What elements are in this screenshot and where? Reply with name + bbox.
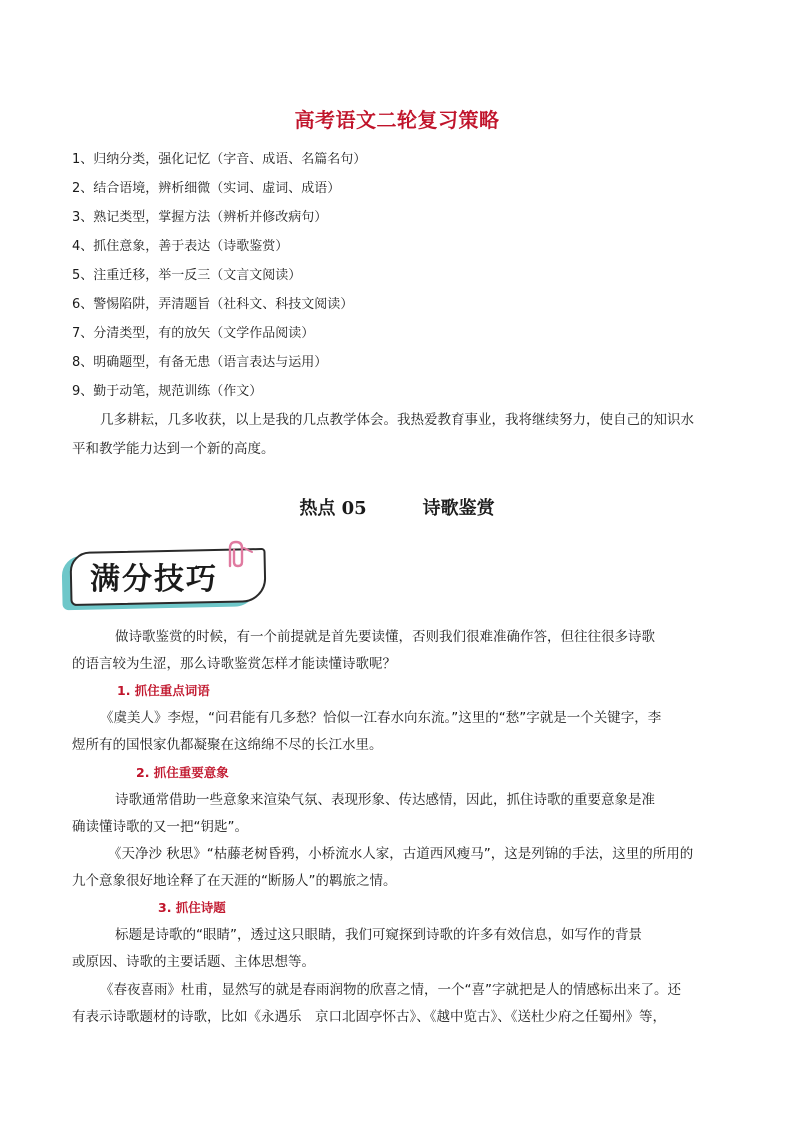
strategy-item-7: 7、分清类型，有的放矢（文学作品阅读） bbox=[72, 326, 315, 341]
section-2-line-3: 《天净沙 秋思》“枯藤老树昏鸦，小桥流水人家，古道西风瘦马”，这是列锦的手法，这里的所用的 bbox=[108, 846, 694, 862]
strategy-item-2: 2、结合语境，辨析细微（实词、虚词、成语） bbox=[72, 181, 341, 196]
section-3-line-1: 标题是诗歌的“眼睛”，透过这只眼睛，我们可窥探到诗歌的许多有效信息，如写作的背景 bbox=[115, 927, 642, 943]
strategy-item-6: 6、警惕陷阱，弄清题旨（社科文、科技文阅读） bbox=[72, 297, 354, 312]
section-2-line-2: 确读懂诗歌的又一把“钥匙”。 bbox=[72, 819, 248, 835]
page-title: 高考语文二轮复习策略 bbox=[294, 108, 500, 132]
section-2-heading: 2. 抓住重要意象 bbox=[136, 765, 229, 780]
section-3-heading: 3. 抓住诗题 bbox=[158, 900, 226, 915]
full-marks-badge bbox=[62, 540, 272, 606]
hotspot-heading bbox=[0, 494, 794, 520]
paperclip-icon bbox=[224, 540, 256, 570]
section-2-line-1: 诗歌通常借助一些意象来渲染气氛、表现形象、传达感情，因此，抓住诗歌的重要意象是准 bbox=[115, 792, 655, 808]
section-1-heading: 1. 抓住重点词语 bbox=[117, 683, 210, 698]
section-3-line-4: 有表示诗歌题材的诗歌，比如《永遇乐 京口北固亭怀古》、《越中览古》、《送杜少府之任蜀州》等， bbox=[72, 1009, 666, 1025]
section-2-line-4: 九个意象很好地诠释了在天涯的“断肠人”的羁旅之情。 bbox=[72, 873, 397, 889]
hotspot-topic: 诗歌鉴赏 bbox=[422, 498, 495, 519]
strategy-item-3: 3、熟记类型，掌握方法（辨析并修改病句） bbox=[72, 210, 328, 225]
strategy-item-5: 5、注重迁移，举一反三（文言文阅读） bbox=[72, 268, 302, 283]
closing-line-1: 几多耕耘，几多收获，以上是我的几点教学体会。我热爱教育事业，我将继续努力，使自己的知识水 bbox=[100, 412, 694, 428]
strategy-item-9: 9、勤于动笔，规范训练（作文） bbox=[72, 384, 263, 399]
intro-line-1: 做诗歌鉴赏的时候，有一个前提就是首先要读懂，否则我们很难准确作答，但往往很多诗歌 bbox=[115, 629, 655, 645]
strategy-item-4: 4、抓住意象，善于表达（诗歌鉴赏） bbox=[72, 239, 289, 254]
intro-line-2: 的语言较为生涩，那么诗歌鉴赏怎样才能读懂诗歌呢？ bbox=[72, 656, 396, 672]
hotspot-number: 热点 05 bbox=[299, 498, 367, 519]
section-1-line-1: 《虞美人》李煜，“问君能有几多愁？恰似一江春水向东流。”这里的“愁”字就是一个关键字，李 bbox=[100, 710, 662, 726]
section-1-line-2: 煜所有的国恨家仇都凝聚在这绵绵不尽的长江水里。 bbox=[72, 737, 383, 753]
strategy-item-1: 1、归纳分类，强化记忆（字音、成语、名篇名句） bbox=[72, 152, 367, 167]
section-3-line-2: 或原因、诗歌的主要话题、主体思想等。 bbox=[72, 954, 315, 970]
strategy-item-8: 8、明确题型，有备无患（语言表达与运用） bbox=[72, 355, 328, 370]
badge-label: 满分技巧 bbox=[90, 562, 218, 597]
closing-line-2: 平和教学能力达到一个新的高度。 bbox=[72, 441, 275, 457]
section-3-line-3: 《春夜喜雨》杜甫，显然写的就是春雨润物的欣喜之情，一个“喜”字就把是人的情感标出来了。还 bbox=[100, 982, 681, 998]
